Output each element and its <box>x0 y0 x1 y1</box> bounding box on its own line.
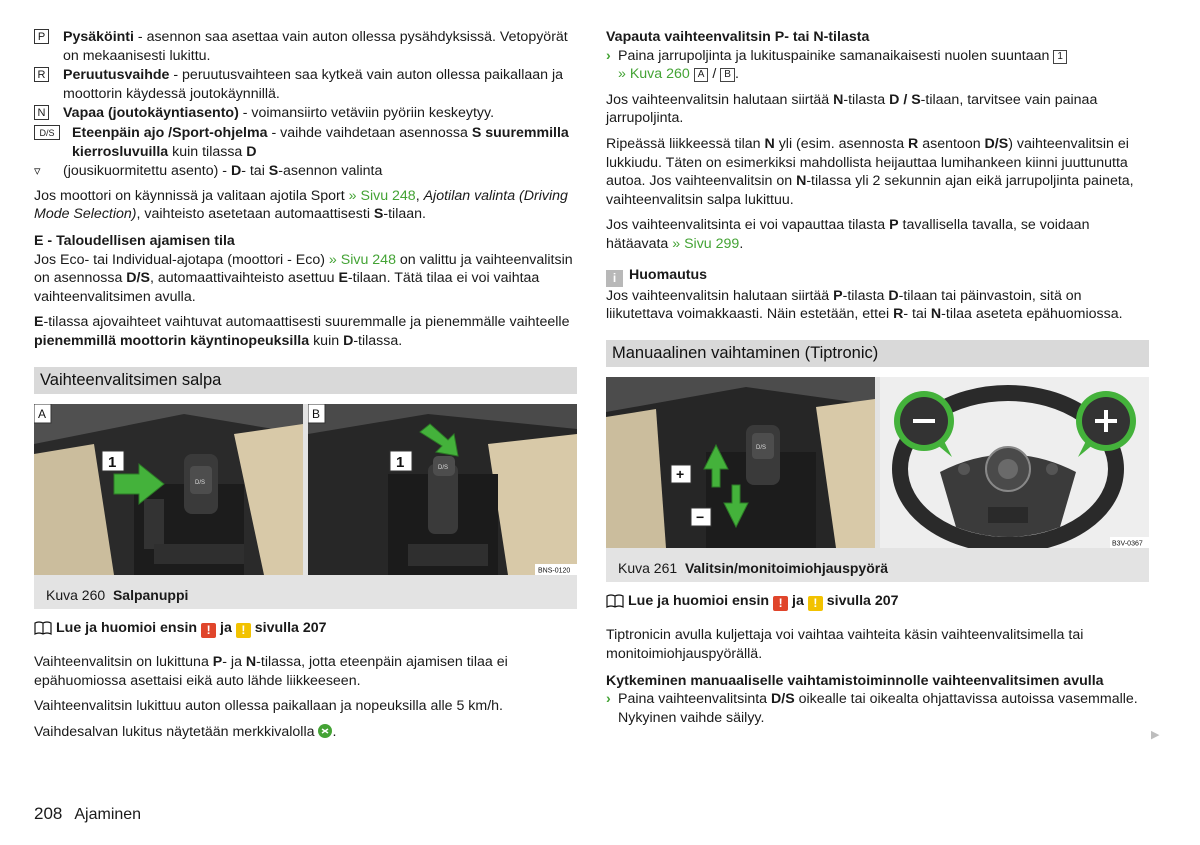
mode-p-text: - asennon saa asettaa vain auton ollessa pysähdyksissä. Vetopyörät on mekaanisesti lukittu. <box>63 29 568 64</box>
callout-1-a: 1 <box>108 453 117 471</box>
note-paragraph <box>606 287 1149 324</box>
figure-260-title: Salpanuppi <box>112 586 189 603</box>
note-text-b: -tilasta <box>842 287 889 304</box>
knob-label-a: D/S <box>195 479 206 486</box>
figure-261-panel-wheel <box>880 377 1149 548</box>
panel-label-a: A <box>38 406 47 421</box>
e-text-d: -tilassa. <box>353 332 403 349</box>
eco-text-c: , automaattivaihteisto asettuu <box>149 270 339 287</box>
minus-label: − <box>696 508 705 525</box>
read-note-right <box>606 592 1149 614</box>
note-text-d: - tai <box>903 306 931 323</box>
release-ref-sep: / <box>712 66 717 83</box>
e-mode-paragraph <box>34 313 577 350</box>
figure-code: BNS-0120 <box>538 567 571 574</box>
rock-bold-2: R <box>908 135 919 152</box>
sport-text-a: Jos moottori on käynnissä ja valitaan ajotila Sport <box>34 187 349 204</box>
right-column <box>606 28 1149 727</box>
gear-selector-photo-a <box>34 404 303 575</box>
step-arrow-icon: › <box>606 47 611 64</box>
footer-section: Ajaminen <box>74 806 142 823</box>
book-icon <box>606 594 628 614</box>
figure-261-code: B3V-0367 <box>1112 540 1143 548</box>
emergency-paragraph <box>606 216 1149 253</box>
switch-heading <box>606 672 1149 691</box>
switch-heading-text: Kytkeminen manuaaliselle vaihtamistoiminnolle vaihteenvalitsimen avulla <box>606 672 1104 689</box>
sport-paragraph <box>34 187 577 224</box>
nds-bold-1: N <box>833 91 844 108</box>
tiptronic-selector-photo <box>606 377 875 548</box>
emerg-bold-1: P <box>889 217 899 234</box>
sport-page-link[interactable]: » Sivu 248 <box>348 187 416 204</box>
release-ref-1: 1 <box>1053 50 1067 64</box>
figure-260-number: Kuva 260 <box>46 586 106 603</box>
key-r: R <box>34 67 49 82</box>
key-n: N <box>34 105 49 120</box>
figure-261 <box>606 377 1149 582</box>
continue-arrow-icon: ▶ <box>1151 729 1160 741</box>
nds-bold-2: D / S <box>889 91 921 108</box>
sport-italic: Ajotilan valinta (Driving Mode Selection) <box>34 187 568 223</box>
nds-text-b: -tilasta <box>843 91 890 108</box>
mode-ds-title: Eteenpäin ajo /Sport-ohjelma <box>72 124 268 141</box>
speed-paragraph: Vaihteenvalitsin lukittuu auton ollessa paikallaan ja nopeuksilla alle 5 km/h. <box>34 698 503 715</box>
figure-261-caption <box>606 559 888 578</box>
eco-bold-1: D/S <box>126 270 150 287</box>
release-heading-text: Vapauta vaihteenvalitsin P- tai N-tilasta <box>606 29 870 45</box>
tiptronic-paragraph: Tiptronicin avulla kuljettaja voi vaihtaa vaihteita käsin vaihteenvalitsimella tai monitoimiohjauspyörällä. <box>606 627 1084 662</box>
locked-text-c: -tilassa, jotta eteenpäin ajamisen tilaa ei epähuomiossa asettaisi eikä auto lähde liikkeeseen. <box>34 654 508 689</box>
figure-261-title: Valitsin/monitoimiohjauspyörä <box>684 559 888 576</box>
mode-p-item <box>34 28 577 65</box>
read-note-left <box>34 619 577 641</box>
panel-label-b: B <box>312 406 321 421</box>
eco-heading-text: E - Taloudellisen ajamisen tila <box>34 232 235 249</box>
mode-ds-item <box>34 124 577 161</box>
mode-ds-bold-a: S suuremmilla kierrosluvuilla <box>72 124 569 160</box>
key-p: P <box>34 29 49 44</box>
section-heading-tiptronic: Manuaalinen vaihtaminen (Tiptronic) <box>606 340 1149 367</box>
release-step <box>606 47 1149 84</box>
note-text-a: Jos vaihteenvalitsin halutaan siirtää <box>606 287 834 304</box>
figure-260-link[interactable]: » Kuva 260 <box>618 66 690 83</box>
e-text-c: kuin <box>309 332 344 349</box>
rock-text-d: ) vaihteenvalitsin ei lukkiudu. Täten on esimerkiksi mahdollista heijauttaa lumihankeen kiinni juuttunutta autoa. Jos vaihteenvalitsin on <box>606 135 1129 190</box>
figure-261-panel-selector <box>606 377 875 548</box>
e-bold-1: E <box>34 314 44 331</box>
gear-selector-photo-b <box>308 404 577 575</box>
mode-ds-text-b: kuin tilassa <box>168 143 247 160</box>
figure-260-panel-b <box>308 404 577 575</box>
figure-260-panel-a <box>34 404 303 575</box>
warning-red-icon: ! <box>773 596 788 611</box>
read-note-left-text-b: ja <box>220 619 232 636</box>
read-note-right-text-b: ja <box>792 592 804 609</box>
note-bold-3: R <box>893 306 904 323</box>
eco-text-b: on valittu ja vaihteenvalitsin on asennossa <box>34 251 573 287</box>
e-bold-2: pienemmillä moottorin käyntinopeuksilla <box>34 332 310 349</box>
emerg-text-a: Jos vaihteenvalitsinta ei voi vapauttaa tilasta <box>606 217 890 234</box>
rocking-paragraph <box>606 135 1149 209</box>
read-note-left-text-c: sivulla 207 <box>254 619 327 636</box>
page-299-link[interactable]: » Sivu 299 <box>672 235 740 252</box>
book-icon <box>34 621 56 641</box>
steering-wheel-illustration <box>880 377 1149 548</box>
mode-r-item <box>34 66 577 103</box>
locked-bold-2: N <box>245 654 257 671</box>
release-step-text: Paina jarrupoljinta ja lukituspainike samanaikaisesti nuolen suuntaan <box>618 47 1050 64</box>
mode-r-text: - peruutusvaihteen saa kytkeä vain auton ollessa paikallaan ja moottorin käydessä joutokäynnillä. <box>63 67 563 102</box>
rock-bold-3: D/S <box>984 135 1009 152</box>
nds-text-c: -tilaan, tarvitsee vain painaa jarrupoljinta. <box>606 91 1098 127</box>
indicator-text: Vaihdesalvan lukitus näytetään merkkivalolla <box>34 723 315 740</box>
sport-text-c: , vaihteisto asetetaan automaattisesti <box>136 206 374 223</box>
nds-text-a: Jos vaihteenvalitsin halutaan siirtää <box>606 91 834 108</box>
key-ds: D/S <box>34 125 60 140</box>
eco-text-d: -tilaan. Tätä tilaa ei voi vaihtaa vaihteenvalitsimen avulla. <box>34 270 540 305</box>
emerg-text-c: . <box>739 235 744 252</box>
locked-text-a: Vaihteenvalitsin on lukittuna <box>34 654 213 671</box>
knob-label-b: D/S <box>438 464 449 471</box>
e-text-a: -tilassa ajovaihteet vaihtuvat automaattisesti suuremmalle ja pienemmälle vaihteelle <box>43 314 570 331</box>
page-number: 208 <box>34 804 63 823</box>
spring-text-b: - tai <box>241 163 269 180</box>
eco-bold-2: E <box>338 270 348 287</box>
warning-yellow-icon: ! <box>236 623 251 638</box>
release-ref-a: A <box>694 68 709 82</box>
rock-text-e: -tilassa yli 2 sekunnin ajan eikä jarrupoljinta paineta, vaihteenvalitsin salpa lukittuu. <box>606 173 1134 208</box>
lock-indicator-icon <box>318 724 332 738</box>
eco-page-link[interactable]: » Sivu 248 <box>328 251 396 268</box>
section-heading-lock: Vaihteenvalitsimen salpa <box>34 367 577 394</box>
spring-bold-b: S <box>268 163 279 180</box>
eco-paragraph <box>34 251 577 307</box>
note-bold-2: D <box>888 287 899 304</box>
n-to-ds-paragraph <box>606 91 1149 128</box>
eco-text-a: Jos Eco- tai Individual-ajotapa (moottori - Eco) <box>34 251 329 268</box>
sport-bold: S <box>373 206 384 223</box>
release-ref-b: B <box>720 68 735 82</box>
rock-text-c: asentoon <box>918 135 985 152</box>
release-heading <box>606 28 1149 47</box>
note-title: Huomautus <box>629 266 708 283</box>
read-note-right-text-c: sivulla 207 <box>826 592 899 609</box>
switch-step <box>606 690 1149 727</box>
page-footer <box>34 805 141 825</box>
read-note-right-text-a: Lue ja huomioi ensin <box>628 592 770 609</box>
callout-1-b: 1 <box>396 453 405 471</box>
mode-p-title: Pysäköinti <box>63 29 134 45</box>
mode-n-text: - voimansiirto vetäviin pyöriin keskeytyy. <box>238 105 495 122</box>
locked-text-b: - ja <box>222 654 246 671</box>
note-text-e: -tilaa aseteta epähuomiossa. <box>941 306 1123 323</box>
mode-ds-text-a: - vaihde vaihdetaan asennossa <box>267 124 472 141</box>
spring-bold-a: D <box>230 163 242 180</box>
spring-text-c: -asennon valinta <box>278 163 383 180</box>
warning-yellow-icon: ! <box>808 596 823 611</box>
step-arrow-icon: › <box>606 691 611 708</box>
rock-text-a: Ripeässä liikkeessä tilan <box>606 135 765 152</box>
eco-heading <box>34 232 577 251</box>
info-icon: i <box>606 270 623 287</box>
figure-260 <box>34 404 577 609</box>
switch-text-b: oikealle tai oikealta ohjattavissa autoissa vasemmalle. Nykyinen vaihde säilyy. <box>618 691 1138 726</box>
indicator-paragraph: Vaihdesalvan lukitus näytetään merkkivalolla . <box>34 723 337 740</box>
sport-text-d: -tilaan. <box>383 206 426 223</box>
note-text-c: -tilaan tai päinvastoin, sitä on liikutettava voimakkaasti. Näin estetään, ettei <box>606 287 1082 323</box>
mode-n-title: Vapaa (joutokäyntiasento) <box>63 105 239 122</box>
spring-text-a: (jousikuormitettu asento) - <box>63 163 231 180</box>
rock-bold-1: N <box>764 135 775 152</box>
read-note-left-text-a: Lue ja huomioi ensin <box>56 619 198 636</box>
left-column <box>34 28 577 741</box>
warning-red-icon: ! <box>201 623 216 638</box>
spring-triangle-icon: ▿ <box>34 163 41 179</box>
mode-r-title: Peruutusvaihde <box>63 67 170 84</box>
note-bold-1: P <box>833 287 843 304</box>
note-bold-4: N <box>930 306 942 323</box>
mode-spring-item <box>34 162 577 181</box>
figure-261-number: Kuva 261 <box>618 559 678 576</box>
plus-label: + <box>676 465 685 482</box>
switch-text-a: Paina vaihteenvalitsinta <box>618 691 772 708</box>
release-end: . <box>734 66 739 83</box>
mode-ds-bold-b: D <box>246 143 257 160</box>
switch-bold-1: D/S <box>771 691 795 708</box>
sport-text-b: , <box>415 187 424 204</box>
e-bold-3: D <box>343 332 354 349</box>
figure-260-caption <box>34 586 188 605</box>
locked-paragraph <box>34 653 577 690</box>
mode-n-item <box>34 104 577 123</box>
locked-bold-1: P <box>212 654 223 671</box>
emerg-text-b: tavallisella tavalla, se voidaan hätäavata <box>606 217 1090 252</box>
rock-bold-4: N <box>796 173 807 190</box>
note-heading <box>606 266 1149 287</box>
rock-text-b: yli (esim. asennosta <box>774 135 909 152</box>
knob-label-c: D/S <box>756 444 767 451</box>
